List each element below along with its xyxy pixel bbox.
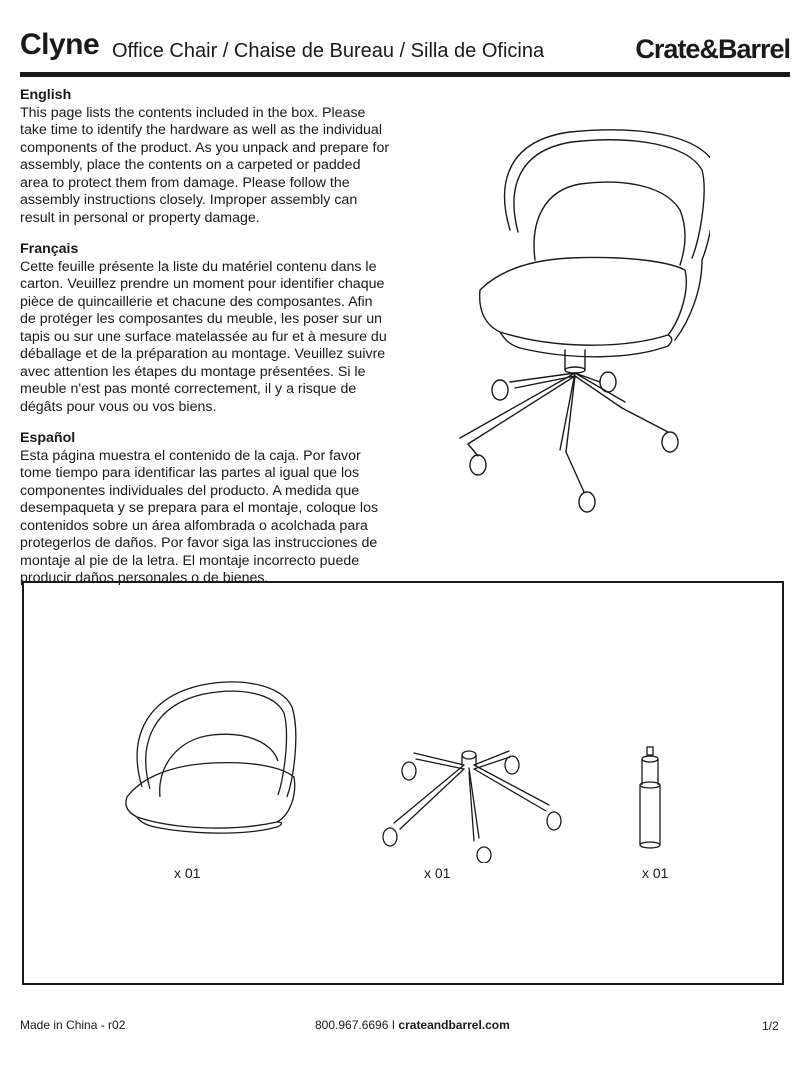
- box-contents-panel: [22, 581, 784, 985]
- seat-shell-icon: [122, 677, 312, 837]
- section-heading: Español: [20, 430, 76, 446]
- page-number: 1/2: [762, 1019, 779, 1033]
- contact-info: [315, 1018, 510, 1032]
- header-rule: [20, 72, 790, 77]
- header: [20, 28, 790, 72]
- cylinder-quantity: x 01: [642, 865, 669, 881]
- product-subtitle: Office Chair / Chaise de Bureau / Silla de Oficina: [112, 40, 545, 62]
- section-francais: [20, 241, 390, 416]
- instructions-column: [20, 87, 390, 602]
- phone-number: 800.967.6696 I: [315, 1018, 399, 1032]
- office-chair-illustration: [440, 120, 710, 525]
- section-espanol: [20, 430, 390, 588]
- origin-note: Made in China - r02: [20, 1018, 126, 1032]
- seat-quantity: x 01: [174, 865, 201, 881]
- star-base-icon: [374, 723, 574, 863]
- section-heading: English: [20, 87, 72, 103]
- section-body: Esta página muestra el contenido de la caja. Por favor tome tiempo para identificar las partes al igual que los componentes individuales del producto. A medida que desempaqueta y se prepara para el montaje, coloque los contenidos sobre un área alfombrada o acolchada para protegerlos de daños. Por favor siga las instrucciones de montaje al pie de la letra. El montaje incorrecto puede producir daños personales o de bienes.: [20, 447, 379, 586]
- gas-cylinder-icon: [630, 745, 670, 855]
- section-body: This page lists the contents included in the box. Please take time to identify the hardware as well as the individual components of the product. As you unpack and prepare for assembly, place the contents on a carpeted or padded area to protect them from damage. Please follow the assembly instructions closely. Improper assembly can result in personal or property damage.: [20, 104, 390, 226]
- product-name: Clyne: [20, 28, 100, 61]
- section-body: Cette feuille présente la liste du matériel contenu dans le carton. Veuillez prendre un moment pour identifier chaque pièce de quincaillerie et chacune des composantes. Afin de protéger les composantes du meuble, les poser sur un tapis ou sur une surface matelassée au fur et à mesure du déballage et de la préparation au montage. Veuillez suivre avec attention les étapes du montage présentées. Si le meuble n'est pas monté correctement, il y a risque de dégâts pour vous ou vos biens.: [20, 258, 387, 415]
- base-quantity: x 01: [424, 865, 451, 881]
- section-heading: Français: [20, 241, 79, 257]
- brand-logo: Crate&Barrel: [635, 34, 790, 64]
- section-english: [20, 87, 390, 227]
- website-link[interactable]: crateandbarrel.com: [398, 1018, 510, 1032]
